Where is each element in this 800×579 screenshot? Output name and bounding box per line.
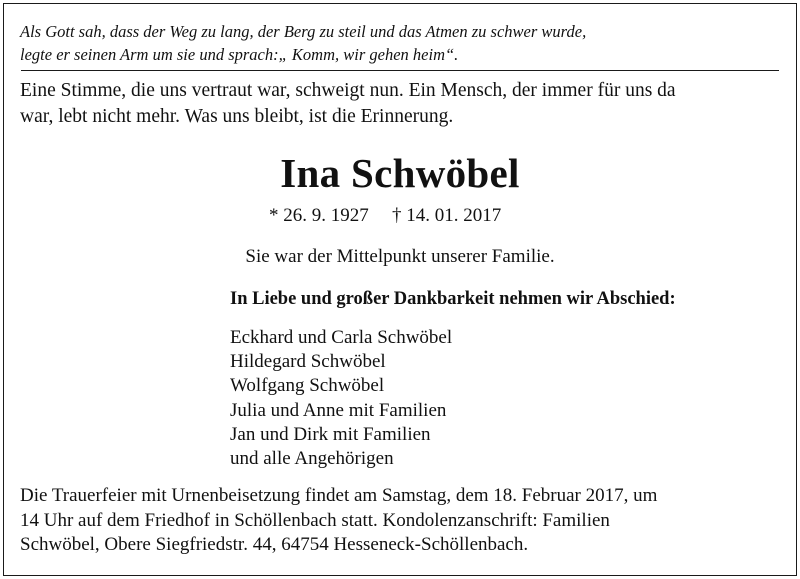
mourner-item: Julia und Anne mit Familien bbox=[230, 399, 447, 421]
mourner-item: Wolfgang Schwöbel bbox=[230, 375, 385, 397]
ceremony-line-1: Die Trauerfeier mit Urnenbeisetzung findet am Samstag, dem 18. Februar 2017, um bbox=[20, 485, 658, 506]
mourner-item: und alle Angehörigen bbox=[230, 448, 394, 470]
quote-line-2: legte er seinen Arm um sie und sprach:„ Komm, wir gehen heim“. bbox=[20, 45, 459, 64]
ceremony-line-2: 14 Uhr auf dem Friedhof in Schöllenbach statt. Kondolenzanschrift: Familien bbox=[20, 509, 610, 531]
intro-line-1: Eine Stimme, die uns vertraut war, schweigt nun. Ein Mensch, der immer für uns da bbox=[20, 80, 676, 101]
mourner-item: Hildegard Schwöbel bbox=[230, 351, 386, 373]
ceremony-details bbox=[20, 484, 790, 558]
farewell-heading: In Liebe und großer Dankbarkeit nehmen wir Abschied: bbox=[230, 289, 676, 309]
intro-line-2: war, lebt nicht mehr. Was uns bleibt, ist die Erinnerung. bbox=[20, 106, 454, 127]
intro-text bbox=[20, 78, 790, 130]
quote-line-1: Als Gott sah, dass der Weg zu lang, der Berg zu steil und das Atmen zu schwer wurde, bbox=[20, 22, 587, 41]
quote-divider bbox=[21, 70, 779, 71]
birth-date: * 26. 9. 1927 bbox=[269, 205, 369, 226]
mourner-item: Eckhard und Carla Schwöbel bbox=[230, 327, 453, 348]
ceremony-line-3: Schwöbel, Obere Siegfriedstr. 44, 64754 Hesseneck-Schöllenbach. bbox=[20, 534, 529, 555]
death-date: † 14. 01. 2017 bbox=[392, 205, 502, 226]
mourner-item: Jan und Dirk mit Familien bbox=[230, 423, 431, 445]
memorial-quote bbox=[20, 20, 780, 66]
mourners-list bbox=[230, 326, 452, 471]
tribute-line: Sie war der Mittelpunkt unserer Familie. bbox=[245, 246, 555, 267]
deceased-name: Ina Schwöbel bbox=[280, 150, 520, 196]
